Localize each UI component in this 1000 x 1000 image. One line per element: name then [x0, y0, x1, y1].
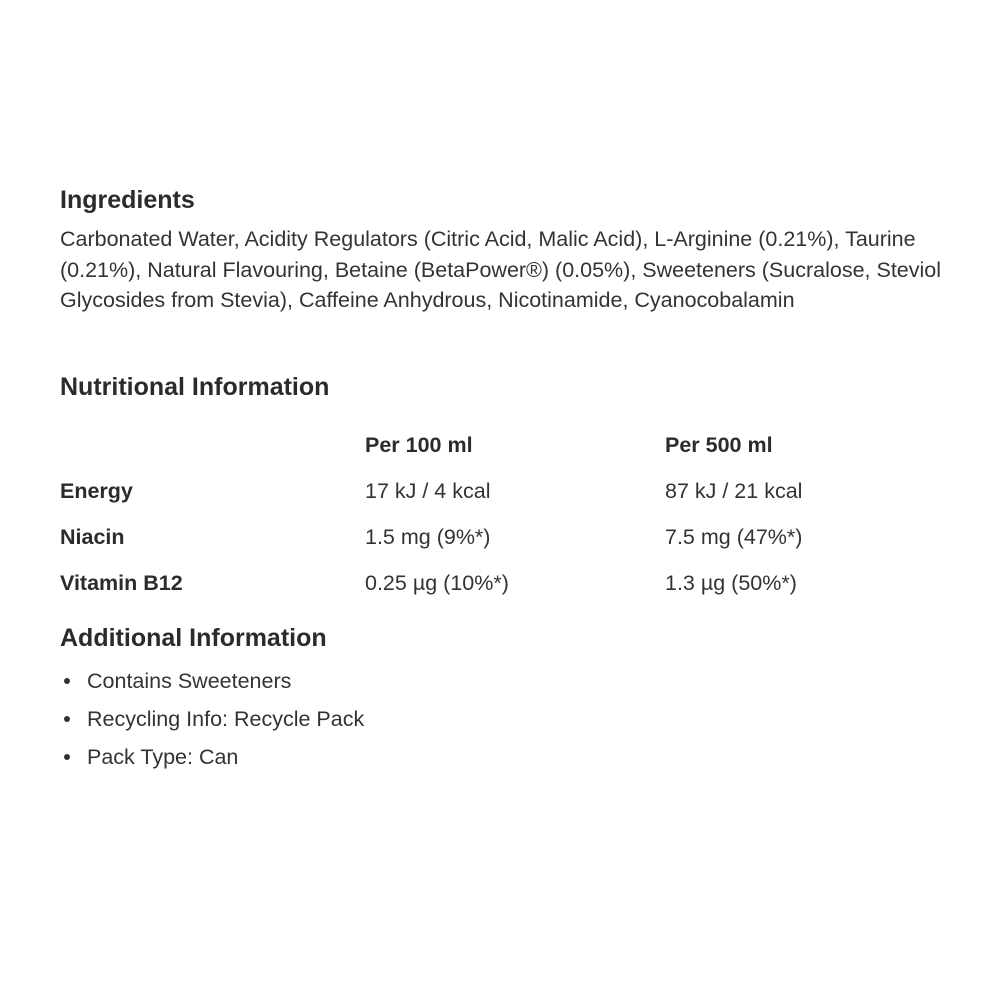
nutrition-heading: Nutritional Information: [60, 372, 330, 401]
ingredients-text: Carbonated Water, Acidity Regulators (Citric Acid, Malic Acid), L-Arginine (0.21%), Taurine (0.21%), Natural Flavouring, Betaine (BetaPower®) (0.05%), Sweeteners (Sucralose, Steviol Glycosides from Stevia), Caffeine Anhydrous, Nicotinamide, Cyanocobalamin: [60, 227, 942, 312]
list-item: [60, 668, 960, 706]
nutrient-value-per-100: 17 kJ / 4 kcal: [365, 479, 491, 503]
nutrient-label: Vitamin B12: [60, 571, 183, 595]
ingredients-heading: Ingredients: [60, 186, 195, 214]
additional-heading: Additional Information: [60, 623, 327, 652]
nutrient-value-per-500: 87 kJ / 21 kcal: [665, 479, 803, 503]
bullet-icon: [64, 754, 70, 760]
nutrient-value-per-500: 7.5 mg (47%*): [665, 525, 803, 549]
list-item-text: Pack Type: Can: [87, 744, 239, 769]
bullet-icon: [64, 716, 70, 722]
nutrition-header-per-100: Per 100 ml: [365, 433, 473, 457]
nutrient-value-per-500: 1.3 µg (50%*): [665, 571, 797, 595]
ingredients-section: [60, 185, 960, 316]
table-row: [60, 469, 960, 515]
nutrient-label: Niacin: [60, 525, 125, 549]
list-item-text: Contains Sweeteners: [87, 668, 292, 693]
nutrition-section: [60, 372, 960, 607]
additional-list: [60, 668, 960, 782]
nutrient-value-per-100: 0.25 µg (10%*): [365, 571, 509, 595]
table-row: [60, 561, 960, 607]
nutrition-header-per-500: Per 500 ml: [665, 433, 773, 457]
nutrition-header-row: [60, 423, 960, 469]
additional-section: [60, 623, 960, 782]
nutrient-label: Energy: [60, 479, 133, 503]
product-info: [60, 185, 960, 782]
nutrition-table: [60, 423, 960, 607]
list-item-text: Recycling Info: Recycle Pack: [87, 706, 365, 731]
list-item: [60, 744, 960, 782]
bullet-icon: [64, 678, 70, 684]
list-item: [60, 706, 960, 744]
table-row: [60, 515, 960, 561]
nutrient-value-per-100: 1.5 mg (9%*): [365, 525, 491, 549]
nutrition-header-blank: [60, 423, 365, 469]
